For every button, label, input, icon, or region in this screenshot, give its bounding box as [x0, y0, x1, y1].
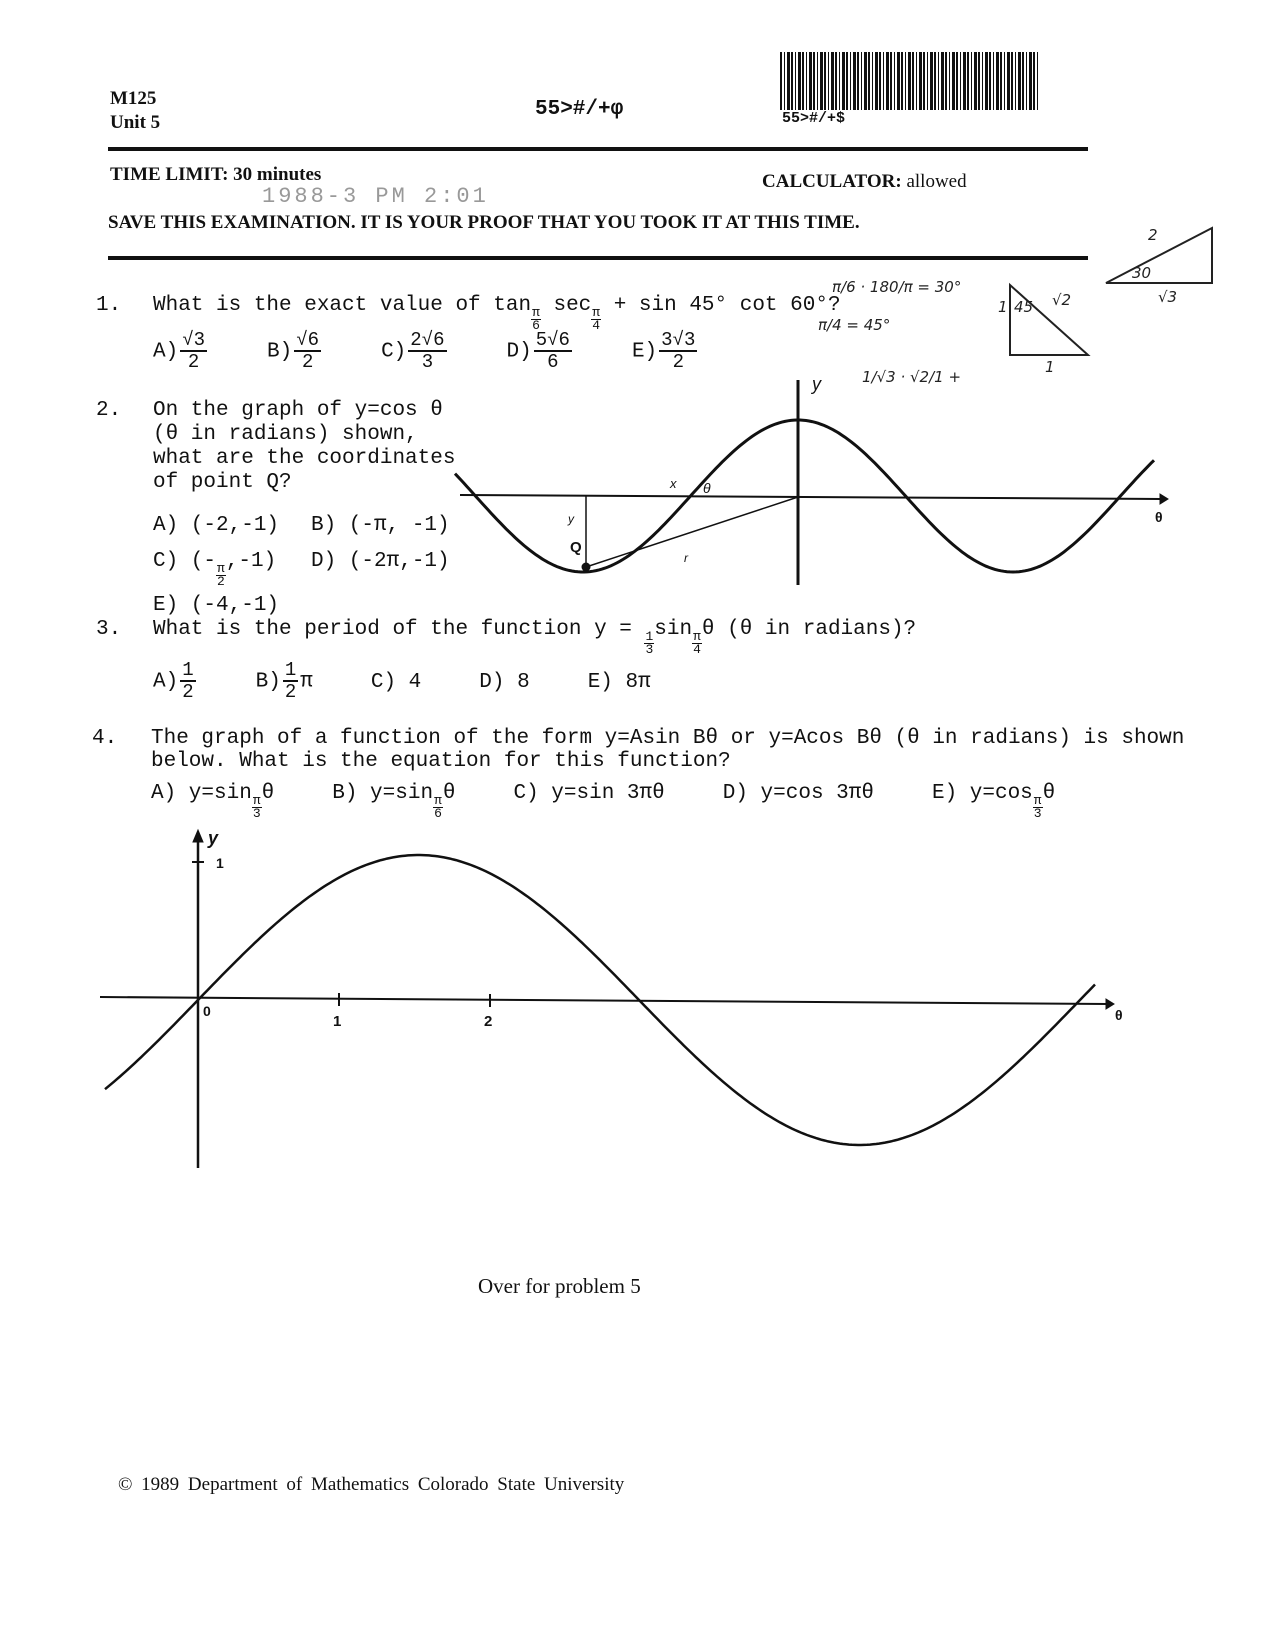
q3-text-c: θ (θ in radians)?: [701, 618, 917, 641]
fraction-denominator: 3: [252, 806, 261, 821]
q4-y-label: y: [208, 828, 219, 848]
q2-choice-a[interactable]: A) (-2,-1): [153, 514, 280, 537]
unit-label: Unit 5: [110, 112, 161, 133]
copyright: © 1989 Department of Mathematics Colorado State University: [118, 1474, 625, 1495]
choice-label: E) y=cos: [931, 782, 1033, 805]
q4-x-axis: [100, 997, 1108, 1004]
course-code: M125: [110, 88, 157, 109]
fraction-numerator: 2√6: [410, 329, 445, 351]
q4-origin-label: 0: [203, 1003, 211, 1019]
q2-number: 2.: [96, 399, 122, 422]
calculator-value: allowed: [906, 171, 967, 192]
q2-q-label: Q: [570, 539, 582, 556]
q1-text-c: + sin 45° cot 60°?: [601, 294, 841, 317]
q1-number: 1.: [96, 294, 122, 317]
svg-text:1: 1: [1045, 358, 1055, 376]
choice-tail: θ: [1042, 782, 1056, 805]
q2-point-q: [582, 563, 590, 571]
q2-r-note: r: [684, 551, 688, 565]
q2-line: On the graph of y=cos θ: [153, 399, 443, 422]
choice-label: A): [153, 340, 179, 364]
q1-text-b: sec: [540, 294, 592, 317]
svg-text:45: 45: [1014, 298, 1034, 316]
q1-text-a: What is the exact value of tan: [153, 294, 532, 317]
fraction-numerator: 1: [182, 659, 194, 681]
choice-label: C) y=sin 3πθ: [513, 782, 665, 805]
time-limit-value: 30 minutes: [233, 164, 322, 185]
choice-label: E) 8π: [587, 670, 651, 694]
q2-choice-c[interactable]: C) (- $\frac{\pi}{2}$ ,-1): [153, 550, 277, 589]
q4-x-arrow-icon: [1106, 999, 1114, 1009]
fraction-denominator: 6: [547, 351, 559, 373]
q2-choice-b[interactable]: B) (-π, -1): [311, 514, 450, 537]
q4-number: 4.: [92, 727, 118, 750]
choice-label: B) y=sin: [332, 782, 434, 805]
choice-label: B): [255, 670, 281, 694]
handwritten-notes: [818, 226, 1212, 386]
svg-text:1: 1: [998, 298, 1008, 316]
form-code: 55>#/+φ: [535, 98, 624, 121]
fraction-numerator: √3: [182, 329, 206, 351]
q2-graph: [455, 380, 1168, 585]
fraction-numerator: 1: [284, 659, 297, 681]
fraction-denominator: 2: [672, 351, 684, 373]
fraction-denominator: 2: [187, 351, 200, 373]
q2-angle-note: θ: [703, 480, 711, 496]
choice-label: A): [153, 670, 179, 694]
fraction-numerator: π: [1033, 793, 1042, 808]
note-product: 1/√3 · √2/1 +: [862, 368, 962, 386]
choice-tail: θ: [261, 782, 275, 805]
svg-text:2: 2: [1148, 226, 1158, 244]
choice-label: A) y=sin: [151, 782, 252, 805]
fraction-denominator: 3: [1033, 806, 1042, 821]
q2-line: what are the coordinates: [153, 447, 456, 470]
fraction-numerator: π: [434, 793, 442, 808]
choice-label: C) 4: [370, 670, 422, 694]
time-stamp: 1988-3 PM 2:01: [262, 184, 489, 209]
note-conversion-2: π/4 = 45°: [818, 316, 891, 334]
choice-label: B): [267, 340, 293, 364]
time-limit-label: TIME LIMIT:: [110, 164, 229, 185]
fraction-numerator: π: [252, 793, 261, 808]
q4-graph: [100, 830, 1114, 1168]
fraction-denominator: 2: [182, 681, 194, 703]
q2-x-note: x: [670, 476, 677, 491]
q3-frac2: $\frac{\pi}{4}$: [693, 629, 701, 657]
fraction-denominator: 3: [421, 351, 434, 373]
q2-line: (θ in radians) shown,: [153, 423, 418, 446]
svg-text:√2: √2: [1052, 291, 1072, 309]
fraction-denominator: 2: [301, 351, 314, 373]
q4-y-tick-label: 1: [216, 855, 224, 871]
fraction-numerator: 5√6: [535, 329, 570, 351]
choice-tail: π: [300, 670, 313, 694]
fraction-denominator: 2: [284, 681, 297, 703]
choice-label: D) 8: [479, 670, 530, 694]
choice-label: D) y=cos 3πθ: [722, 782, 874, 805]
triangle-45-sketch: [1010, 285, 1088, 355]
q4-line: The graph of a function of the form y=Asin Bθ or y=Acos Bθ (θ in radians) is shown: [151, 727, 1185, 750]
q2-choice-d[interactable]: D) (-2π,-1): [311, 550, 450, 573]
choice-tail: θ: [442, 782, 456, 805]
choice-label: D): [506, 340, 532, 364]
barcode-text: 55>#/+$: [782, 110, 846, 127]
q4-x-tick-label-2: 2: [484, 1013, 493, 1030]
q3-text-b: sin: [654, 618, 693, 641]
q4-x-tick-label-1: 1: [333, 1013, 342, 1030]
fraction-numerator: √6: [296, 329, 320, 351]
svg-text:30: 30: [1132, 264, 1152, 282]
over-note: Over for problem 5: [478, 1274, 641, 1298]
q4-theta-label: θ: [1115, 1007, 1123, 1023]
q2-x-axis: [460, 495, 1160, 499]
q2-choice-e[interactable]: E) (-4,-1): [153, 594, 280, 617]
note-conversion-1: π/6 · 180/π = 30°: [832, 278, 962, 296]
calculator-label: CALCULATOR:: [762, 171, 902, 192]
q1-frac2: $\frac{\pi}{4}$: [592, 305, 601, 333]
q2-line: of point Q?: [153, 471, 292, 494]
q2-x-arrow-icon: [1160, 494, 1168, 504]
svg-text:√3: √3: [1158, 288, 1178, 306]
q2-y-note: y: [568, 512, 574, 526]
q3-frac1: $\frac{1}{3}$: [645, 629, 654, 657]
q3-text-a: What is the period of the function y =: [153, 618, 645, 641]
q2-theta-label: θ: [1155, 509, 1163, 525]
save-notice: SAVE THIS EXAMINATION. IT IS YOUR PROOF THAT YOU TOOK IT AT THIS TIME.: [108, 212, 860, 233]
triangle-30-sketch: [1106, 228, 1212, 283]
q1-frac1: $\frac{\pi}{6}$: [532, 305, 540, 333]
fraction-denominator: 6: [434, 806, 442, 821]
q4-line: below. What is the equation for this function?: [151, 750, 731, 773]
choice-label: C): [381, 340, 407, 364]
q3-number: 3.: [96, 618, 122, 641]
fraction-numerator: 3√3: [661, 329, 696, 351]
choice-label: E): [631, 340, 658, 364]
q2-y-label: y: [812, 374, 821, 394]
q4-y-arrow-icon: [193, 830, 203, 842]
q2-segment-r: [586, 497, 798, 567]
